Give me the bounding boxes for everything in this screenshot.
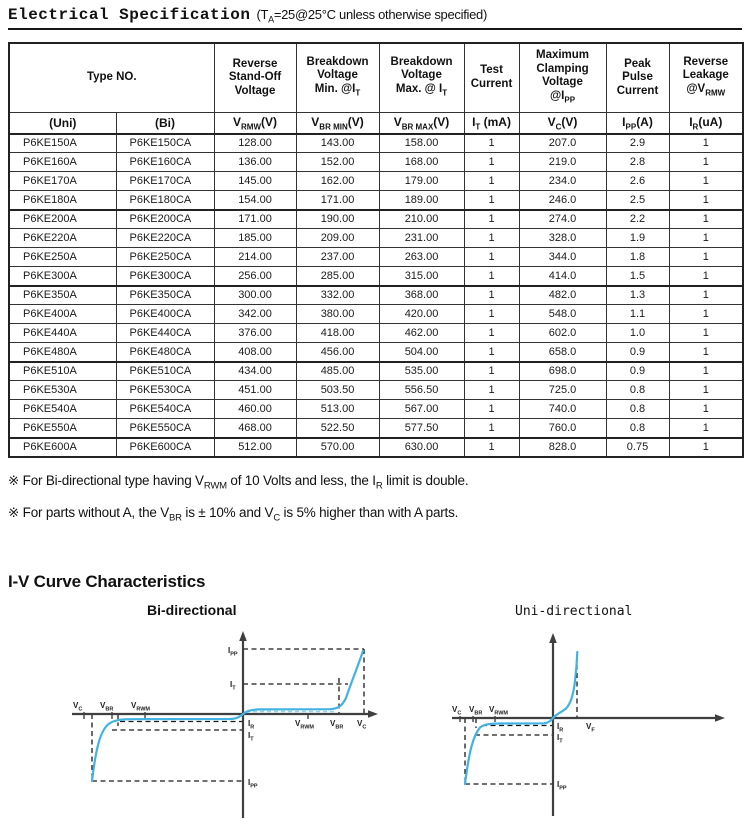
spec-cell: P6KE600A <box>9 438 116 457</box>
spec-cell: P6KE550A <box>9 419 116 438</box>
spec-cell: 246.0 <box>519 191 606 210</box>
spec-cell: P6KE480A <box>9 343 116 362</box>
spec-cell: 451.00 <box>214 381 296 400</box>
spec-row <box>9 210 743 229</box>
spec-cell: 1 <box>669 400 743 419</box>
spec-cell: 698.0 <box>519 362 606 381</box>
spec-row <box>9 134 743 153</box>
spec-cell: P6KE600CA <box>116 438 214 457</box>
spec-cell: 219.0 <box>519 153 606 172</box>
spec-row <box>9 343 743 362</box>
subheader-vbr-max: $V_{BR MAX}(V)$ <box>379 113 464 134</box>
spec-cell: 1.8 <box>606 248 669 267</box>
label-it-top: $I_T$ <box>230 679 236 692</box>
spec-row <box>9 419 743 438</box>
spec-cell: 1 <box>464 419 519 438</box>
spec-cell: 1.1 <box>606 305 669 324</box>
spec-cell: 570.00 <box>296 438 379 457</box>
spec-cell: 376.00 <box>214 324 296 343</box>
spec-row <box>9 381 743 400</box>
spec-row <box>9 172 743 191</box>
spec-cell: 0.8 <box>606 419 669 438</box>
spec-cell: P6KE150A <box>9 134 116 153</box>
spec-cell: 152.00 <box>296 153 379 172</box>
label-ipp: $I_{PP}$ <box>557 779 567 792</box>
spec-cell: P6KE170A <box>9 172 116 191</box>
spec-cell: 1 <box>464 305 519 324</box>
spec-cell: 1 <box>669 438 743 457</box>
spec-cell: 460.00 <box>214 400 296 419</box>
spec-cell: 1 <box>669 343 743 362</box>
spec-cell: 1 <box>669 381 743 400</box>
spec-cell: 285.00 <box>296 267 379 286</box>
spec-cell: 556.50 <box>379 381 464 400</box>
col-header-reverse-leakage: Reverse Leakage $@V_{RMW}$ <box>669 43 743 113</box>
spec-cell: 1.0 <box>606 324 669 343</box>
spec-cell: 214.00 <box>214 248 296 267</box>
spec-cell: P6KE220CA <box>116 229 214 248</box>
header-row-1 <box>9 43 743 113</box>
spec-row <box>9 229 743 248</box>
col-header-breakdown-voltage-max: Breakdown Voltage Max. @ $I_T$ <box>379 43 464 113</box>
spec-cell: 145.00 <box>214 172 296 191</box>
spec-cell: 1 <box>464 400 519 419</box>
spec-cell: P6KE160A <box>9 153 116 172</box>
spec-cell: 263.00 <box>379 248 464 267</box>
spec-cell: P6KE550CA <box>116 419 214 438</box>
subheader-vbr-min: $V_{BR MIN}(V)$ <box>296 113 379 134</box>
spec-cell: 171.00 <box>214 210 296 229</box>
spec-cell: 1 <box>669 248 743 267</box>
x-axis-arrow <box>368 710 378 718</box>
spec-cell: 418.00 <box>296 324 379 343</box>
spec-cell: P6KE400CA <box>116 305 214 324</box>
spec-cell: P6KE180A <box>9 191 116 210</box>
spec-cell: 1 <box>669 229 743 248</box>
spec-cell: 168.00 <box>379 153 464 172</box>
spec-cell: P6KE300A <box>9 267 116 286</box>
spec-cell: 1 <box>464 286 519 305</box>
spec-cell: 210.00 <box>379 210 464 229</box>
spec-cell: 0.8 <box>606 400 669 419</box>
x-axis-arrow <box>715 714 725 722</box>
spec-cell: 602.0 <box>519 324 606 343</box>
col-header-test-current: Test Current <box>464 43 519 113</box>
spec-cell: P6KE510A <box>9 362 116 381</box>
spec-cell: 136.00 <box>214 153 296 172</box>
spec-cell: 1 <box>669 286 743 305</box>
spec-cell: 1 <box>464 267 519 286</box>
spec-cell: 420.00 <box>379 305 464 324</box>
label-vbr-right: $V_{BR}$ <box>330 718 344 731</box>
spec-cell: 1 <box>669 172 743 191</box>
subheader-vc: $V_C(V)$ <box>519 113 606 134</box>
spec-row <box>9 286 743 305</box>
spec-cell: 414.0 <box>519 267 606 286</box>
spec-cell: 2.5 <box>606 191 669 210</box>
subheader-bi: (Bi) <box>116 113 214 134</box>
spec-cell: 522.50 <box>296 419 379 438</box>
label-vf: $V_F$ <box>586 721 595 734</box>
spec-cell: 2.9 <box>606 134 669 153</box>
col-header-breakdown-voltage-min: Breakdown Voltage Min. $@I_T$ <box>296 43 379 113</box>
iv-curve-section <box>8 572 742 824</box>
spec-cell: 158.00 <box>379 134 464 153</box>
spec-cell: P6KE440A <box>9 324 116 343</box>
spec-cell: 512.00 <box>214 438 296 457</box>
spec-cell: 1 <box>669 324 743 343</box>
spec-cell: P6KE150CA <box>116 134 214 153</box>
spec-cell: P6KE510CA <box>116 362 214 381</box>
footnotes <box>8 467 742 532</box>
iv-curve-heading: I-V Curve Characteristics <box>8 571 206 591</box>
subheader-ir: $I_R(uA)$ <box>669 113 743 134</box>
electrical-spec-table <box>8 42 744 458</box>
spec-cell: P6KE250A <box>9 248 116 267</box>
spec-cell: 1 <box>464 438 519 457</box>
spec-cell: 344.0 <box>519 248 606 267</box>
spec-cell: 567.00 <box>379 400 464 419</box>
spec-cell: 342.00 <box>214 305 296 324</box>
spec-row <box>9 267 743 286</box>
spec-cell: 207.0 <box>519 134 606 153</box>
spec-cell: 1 <box>464 381 519 400</box>
col-header-peak-pulse-current: Peak Pulse Current <box>606 43 669 113</box>
spec-cell: 1 <box>464 362 519 381</box>
spec-row <box>9 438 743 457</box>
spec-cell: 2.8 <box>606 153 669 172</box>
spec-cell: 1.3 <box>606 286 669 305</box>
spec-cell: 462.00 <box>379 324 464 343</box>
spec-cell: P6KE540A <box>9 400 116 419</box>
spec-cell: 2.2 <box>606 210 669 229</box>
spec-cell: 185.00 <box>214 229 296 248</box>
spec-cell: 179.00 <box>379 172 464 191</box>
spec-cell: 189.00 <box>379 191 464 210</box>
iv-curve <box>92 651 363 781</box>
spec-cell: P6KE540CA <box>116 400 214 419</box>
spec-cell: 740.0 <box>519 400 606 419</box>
spec-cell: 237.00 <box>296 248 379 267</box>
label-vbr: $V_{BR}$ <box>469 704 483 717</box>
spec-cell: 0.9 <box>606 343 669 362</box>
spec-cell: 234.0 <box>519 172 606 191</box>
page-header <box>8 6 742 25</box>
spec-cell: 504.00 <box>379 343 464 362</box>
spec-cell: 1 <box>464 343 519 362</box>
label-ipp-bottom: $I_{PP}$ <box>248 777 258 790</box>
y-axis-arrow <box>239 631 247 641</box>
label-ipp-top: $I_{PP}$ <box>228 645 238 658</box>
spec-cell: P6KE530A <box>9 381 116 400</box>
col-header-reverse-standoff-voltage: Reverse Stand-Off Voltage <box>214 43 296 113</box>
header-row-2 <box>9 113 743 134</box>
spec-cell: 1 <box>464 191 519 210</box>
spec-cell: 300.00 <box>214 286 296 305</box>
spec-cell: P6KE480CA <box>116 343 214 362</box>
spec-row <box>9 153 743 172</box>
spec-cell: 577.50 <box>379 419 464 438</box>
spec-cell: P6KE350A <box>9 286 116 305</box>
spec-cell: 1 <box>669 305 743 324</box>
spec-row <box>9 248 743 267</box>
spec-cell: P6KE200A <box>9 210 116 229</box>
subheader-ipp: $I_{PP}(A)$ <box>606 113 669 134</box>
spec-cell: 0.8 <box>606 381 669 400</box>
label-it: $I_T$ <box>557 732 563 745</box>
spec-cell: P6KE400A <box>9 305 116 324</box>
spec-row <box>9 400 743 419</box>
spec-cell: P6KE530CA <box>116 381 214 400</box>
spec-cell: 513.00 <box>296 400 379 419</box>
spec-cell: 1 <box>464 134 519 153</box>
spec-cell: 658.0 <box>519 343 606 362</box>
spec-cell: 190.00 <box>296 210 379 229</box>
label-vc: $V_C$ <box>452 704 462 717</box>
spec-cell: 209.00 <box>296 229 379 248</box>
spec-cell: 1 <box>669 134 743 153</box>
uni-directional-iv-diagram <box>440 626 740 822</box>
note-tolerance: ※ For parts without A, the $V_{BR}$ is ± 10% and $V_C$ is 5% higher than with A parts. <box>8 505 459 524</box>
spec-cell: 1 <box>464 210 519 229</box>
spec-cell: 1 <box>464 229 519 248</box>
spec-cell: 1 <box>669 419 743 438</box>
spec-cell: 828.0 <box>519 438 606 457</box>
subheader-vrmw: $V_{RMW}(V)$ <box>214 113 296 134</box>
spec-row <box>9 191 743 210</box>
title-divider <box>8 28 742 30</box>
spec-cell: 256.00 <box>214 267 296 286</box>
label-vbr-left: $V_{BR}$ <box>100 700 114 713</box>
spec-cell: P6KE440CA <box>116 324 214 343</box>
label-ir: $I_R$ <box>248 718 255 731</box>
spec-row <box>9 305 743 324</box>
label-vrwm-right: $V_{RWM}$ <box>295 718 314 731</box>
spec-cell: 368.00 <box>379 286 464 305</box>
spec-cell: 154.00 <box>214 191 296 210</box>
spec-cell: 408.00 <box>214 343 296 362</box>
spec-row <box>9 362 743 381</box>
spec-cell: P6KE220A <box>9 229 116 248</box>
spec-cell: 535.00 <box>379 362 464 381</box>
y-axis-arrow <box>549 633 557 643</box>
col-header-type-no: Type NO. <box>9 43 214 113</box>
spec-cell: 1 <box>669 210 743 229</box>
spec-row <box>9 324 743 343</box>
title-condition: ($T_A=25@25^\circ C$ unless otherwise specified) <box>256 7 487 25</box>
spec-cell: P6KE350CA <box>116 286 214 305</box>
spec-cell: 380.00 <box>296 305 379 324</box>
spec-cell: P6KE300CA <box>116 267 214 286</box>
spec-cell: P6KE180CA <box>116 191 214 210</box>
spec-cell: 1 <box>669 362 743 381</box>
spec-cell: 548.0 <box>519 305 606 324</box>
col-header-max-clamping-voltage: Maximum Clamping Voltage $@I_{PP}$ <box>519 43 606 113</box>
spec-cell: 630.00 <box>379 438 464 457</box>
bi-directional-iv-diagram <box>60 626 390 822</box>
label-it-bottom: $I_T$ <box>248 730 254 743</box>
spec-cell: 1 <box>464 324 519 343</box>
spec-cell: 162.00 <box>296 172 379 191</box>
label-ir: $I_R$ <box>557 721 564 734</box>
spec-cell: 328.0 <box>519 229 606 248</box>
section-title: Electrical Specification <box>8 6 251 24</box>
subheader-it: $I_T$ (mA) <box>464 113 519 134</box>
spec-cell: 1.9 <box>606 229 669 248</box>
label-vc-left: $V_C$ <box>73 700 83 713</box>
spec-cell: P6KE160CA <box>116 153 214 172</box>
spec-cell: 434.00 <box>214 362 296 381</box>
spec-cell: P6KE170CA <box>116 172 214 191</box>
spec-cell: 760.0 <box>519 419 606 438</box>
subheader-uni: (Uni) <box>9 113 116 134</box>
spec-cell: 128.00 <box>214 134 296 153</box>
note-bidirectional-limit: ※ For Bi-directional type having $V_{RWM}$ of 10 Volts and less, the $I_R$ limit is double. <box>8 472 469 492</box>
spec-cell: 1 <box>464 153 519 172</box>
spec-cell: P6KE250CA <box>116 248 214 267</box>
spec-cell: 468.00 <box>214 419 296 438</box>
spec-cell: 456.00 <box>296 343 379 362</box>
label-vrwm-left: $V_{RWM}$ <box>131 700 150 713</box>
spec-cell: 2.6 <box>606 172 669 191</box>
spec-cell: 231.00 <box>379 229 464 248</box>
spec-cell: 0.9 <box>606 362 669 381</box>
spec-cell: 482.0 <box>519 286 606 305</box>
spec-cell: 0.75 <box>606 438 669 457</box>
spec-cell: 1 <box>669 191 743 210</box>
spec-cell: 725.0 <box>519 381 606 400</box>
spec-cell: 485.00 <box>296 362 379 381</box>
spec-cell: 1 <box>464 248 519 267</box>
spec-cell: 315.00 <box>379 267 464 286</box>
bi-directional-label: Bi-directional <box>147 601 237 618</box>
spec-cell: 1 <box>669 267 743 286</box>
spec-cell: 332.00 <box>296 286 379 305</box>
label-vc-right: $V_C$ <box>357 718 367 731</box>
uni-directional-label: Uni-directional <box>515 603 633 619</box>
spec-cell: 1.5 <box>606 267 669 286</box>
spec-cell: 274.0 <box>519 210 606 229</box>
dashed-guides <box>465 656 577 784</box>
spec-cell: 143.00 <box>296 134 379 153</box>
spec-table-body <box>9 134 743 457</box>
spec-cell: P6KE200CA <box>116 210 214 229</box>
spec-cell: 171.00 <box>296 191 379 210</box>
spec-cell: 1 <box>464 172 519 191</box>
label-vrwm: $V_{RWM}$ <box>489 704 508 717</box>
spec-cell: 1 <box>669 153 743 172</box>
spec-cell: 503.50 <box>296 381 379 400</box>
